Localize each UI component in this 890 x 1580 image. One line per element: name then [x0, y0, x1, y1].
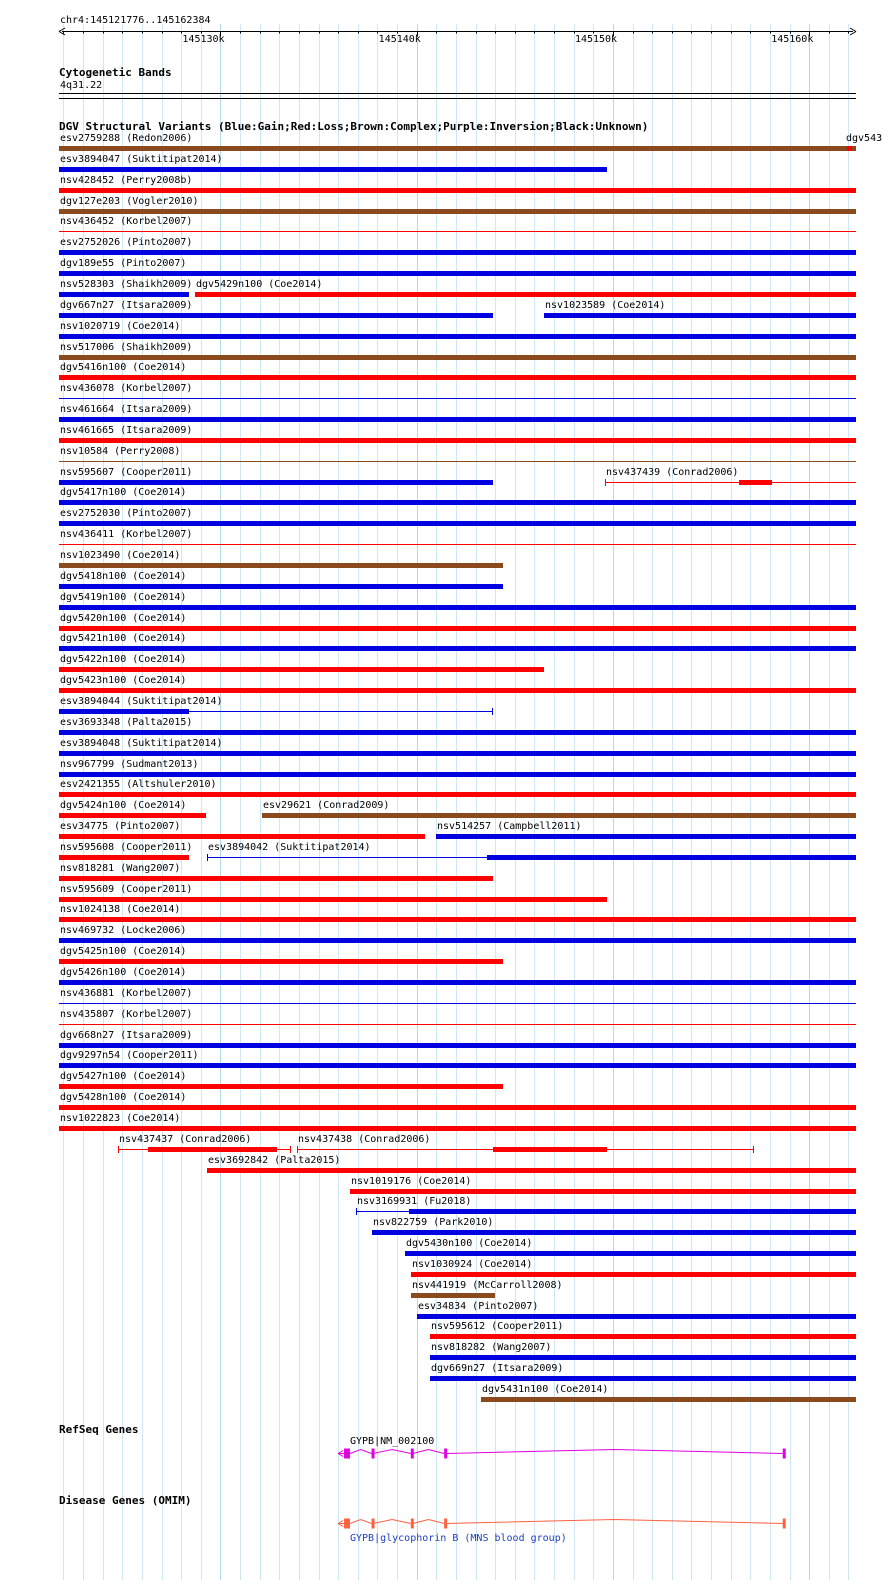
- ruler-tick-label: 145160k: [771, 34, 814, 45]
- dgv-feature-bar-complex[interactable]: [481, 1397, 856, 1402]
- dgv-feature-label[interactable]: nsv436078 (Korbel2007): [60, 383, 193, 394]
- dgv-feature-bar-gain[interactable]: [417, 1314, 856, 1319]
- intron-line: [350, 1520, 372, 1524]
- dgv-track-title: DGV Structural Variants (Blue:Gain;Red:Loss;Brown:Complex;Purple:Inversion;Black:Unknown): [59, 120, 649, 133]
- omim-gene-model[interactable]: [0, 1514, 890, 1532]
- exon-block[interactable]: [411, 1519, 414, 1529]
- dgv-feature-label[interactable]: nsv436411 (Korbel2007): [60, 529, 193, 540]
- dgv-feature-label[interactable]: dgv5417n100 (Coe2014): [60, 487, 187, 498]
- dgv-feature-label[interactable]: esv3894048 (Suktitipat2014): [60, 738, 223, 749]
- dgv-feature-endcap: [207, 854, 208, 861]
- dgv-feature-label[interactable]: nsv469732 (Locke2006): [60, 925, 187, 936]
- dgv-feature-bar-gain[interactable]: [59, 772, 856, 777]
- dgv-feature-label[interactable]: nsv436452 (Korbel2007): [60, 216, 193, 227]
- dgv-feature-line-loss[interactable]: [605, 482, 856, 483]
- dgv-feature-bar-loss[interactable]: [59, 855, 189, 860]
- dgv-feature-bar-loss[interactable]: [430, 1334, 856, 1339]
- dgv-feature-label[interactable]: dgv5420n100 (Coe2014): [60, 613, 187, 624]
- intron-line: [350, 1450, 372, 1454]
- refseq-track-title: RefSeq Genes: [59, 1423, 139, 1436]
- intron-line: [446, 1450, 783, 1454]
- omim-track-title: Disease Genes (OMIM): [59, 1494, 192, 1507]
- dgv-feature-label[interactable]: dgv127e203 (Vogler2010): [60, 196, 199, 207]
- dgv-feature-bar-gain[interactable]: [430, 1376, 856, 1381]
- dgv-feature-bar-gain[interactable]: [59, 500, 856, 505]
- dgv-feature-bar-loss[interactable]: [59, 188, 856, 193]
- dgv-feature-label[interactable]: dgv5416n100 (Coe2014): [60, 362, 187, 373]
- dgv-feature-label[interactable]: dgv667n27 (Itsara2009): [60, 300, 193, 311]
- dgv-feature-bar-gain[interactable]: [59, 938, 856, 943]
- dgv-feature-bar-gain[interactable]: [430, 1355, 856, 1360]
- dgv-feature-label[interactable]: nsv1023589 (Coe2014): [545, 300, 666, 311]
- dgv-feature-endcap: [118, 1146, 119, 1153]
- dgv-feature-label[interactable]: nsv822759 (Park2010): [373, 1217, 494, 1228]
- chromosome-location: chr4:145121776..145162384: [60, 15, 211, 26]
- dgv-feature-label[interactable]: esv29621 (Conrad2009): [263, 800, 390, 811]
- exon-block[interactable]: [444, 1449, 447, 1459]
- omim-gene-label[interactable]: GYPB|glycophorin B (MNS blood group): [350, 1533, 567, 1544]
- dgv-feature-line-gain[interactable]: [59, 398, 856, 399]
- dgv-feature-bar-gain[interactable]: [59, 334, 856, 339]
- dgv-feature-label[interactable]: nsv818281 (Wang2007): [60, 863, 181, 874]
- dgv-feature-label[interactable]: nsv595612 (Cooper2011): [431, 1321, 564, 1332]
- strand-arrow-icon: [338, 1451, 344, 1457]
- exon-block[interactable]: [783, 1519, 786, 1529]
- dgv-feature-line-complex[interactable]: [59, 461, 856, 462]
- dgv-feature-label[interactable]: esv2421355 (Altshuler2010): [60, 779, 217, 790]
- intron-line: [373, 1450, 410, 1454]
- exon-block[interactable]: [372, 1449, 375, 1459]
- dgv-feature-label[interactable]: nsv441919 (McCarroll2008): [412, 1280, 563, 1291]
- dgv-feature-bar-loss[interactable]: [59, 626, 856, 631]
- dgv-feature-bar-loss[interactable]: [59, 917, 856, 922]
- dgv-feature-endcap: [492, 708, 493, 715]
- exon-block[interactable]: [411, 1449, 414, 1459]
- refseq-gene-label[interactable]: GYPB|NM_002100: [350, 1436, 435, 1447]
- intron-line: [413, 1450, 444, 1454]
- dgv-feature-label[interactable]: esv2752026 (Pinto2007): [60, 237, 193, 248]
- dgv-feature-block-loss[interactable]: [739, 480, 772, 485]
- dgv-feature-label[interactable]: nsv3169931 (Fu2018): [357, 1196, 472, 1207]
- intron-line: [373, 1520, 410, 1524]
- exon-block[interactable]: [444, 1519, 447, 1529]
- dgv-feature-label[interactable]: nsv10584 (Perry2008): [60, 446, 181, 457]
- dgv-feature-label[interactable]: esv3692842 (Palta2015): [208, 1155, 341, 1166]
- dgv-feature-bar-loss[interactable]: [59, 375, 856, 380]
- dgv-feature-bar-gain[interactable]: [59, 1043, 856, 1048]
- ruler-tick-label: 145130k: [182, 34, 225, 45]
- dgv-feature-label[interactable]: nsv1030924 (Coe2014): [412, 1259, 533, 1270]
- dgv-feature-bar-loss[interactable]: [350, 1189, 856, 1194]
- dgv-feature-label[interactable]: esv3693348 (Palta2015): [60, 717, 193, 728]
- coordinate-ruler[interactable]: [0, 24, 890, 46]
- dgv-feature-label[interactable]: esv2752030 (Pinto2007): [60, 508, 193, 519]
- dgv-feature-label[interactable]: dgv5431n100 (Coe2014): [482, 1384, 609, 1395]
- dgv-feature-label[interactable]: nsv1023490 (Coe2014): [60, 550, 181, 561]
- dgv-feature-bar-gain[interactable]: [59, 313, 493, 318]
- dgv-feature-bar-loss[interactable]: [59, 1105, 856, 1110]
- cytoband-line-top: [59, 93, 856, 94]
- dgv-feature-label[interactable]: nsv461665 (Itsara2009): [60, 425, 193, 436]
- dgv-feature-label[interactable]: nsv517006 (Shaikh2009): [60, 342, 193, 353]
- dgv-feature-label[interactable]: nsv595608 (Cooper2011): [60, 842, 193, 853]
- dgv-feature-bar-gain[interactable]: [59, 751, 856, 756]
- dgv-feature-label[interactable]: nsv435807 (Korbel2007): [60, 1009, 193, 1020]
- dgv-feature-bar-gain[interactable]: [405, 1251, 856, 1256]
- dgv-feature-label[interactable]: nsv436881 (Korbel2007): [60, 988, 193, 999]
- dgv-feature-label[interactable]: nsv967799 (Sudmant2013): [60, 759, 199, 770]
- dgv-feature-endcap: [753, 1146, 754, 1153]
- dgv-feature-label[interactable]: dgv9297n54 (Cooper2011): [60, 1050, 199, 1061]
- dgv-feature-bar-gain[interactable]: [59, 417, 856, 422]
- dgv-feature-label[interactable]: dgv5428n100 (Coe2014): [60, 1092, 187, 1103]
- dgv-feature-line-loss[interactable]: [59, 1024, 856, 1025]
- dgv-feature-bar-gain[interactable]: [59, 730, 856, 735]
- dgv-feature-line-loss[interactable]: [59, 231, 856, 232]
- dgv-feature-bar-gain[interactable]: [59, 271, 856, 276]
- dgv-feature-label[interactable]: nsv1024138 (Coe2014): [60, 904, 181, 915]
- dgv-feature-label[interactable]: nsv437438 (Conrad2006): [298, 1134, 431, 1145]
- dgv-feature-label[interactable]: dgv5419n100 (Coe2014): [60, 592, 187, 603]
- dgv-feature-bar-loss[interactable]: [59, 792, 856, 797]
- dgv-feature-label[interactable]: dgv543: [846, 133, 883, 144]
- dgv-feature-bar-gain[interactable]: [544, 313, 856, 318]
- dgv-feature-label[interactable]: nsv595607 (Cooper2011): [60, 467, 193, 478]
- dgv-feature-bar-gain[interactable]: [372, 1230, 856, 1235]
- dgv-feature-endcap: [605, 479, 606, 486]
- intron-line: [446, 1520, 783, 1524]
- dgv-feature-endcap: [356, 1208, 357, 1215]
- dgv-feature-bar-gain[interactable]: [59, 1063, 856, 1068]
- dgv-feature-bar-gain[interactable]: [59, 646, 856, 651]
- dgv-feature-label[interactable]: nsv437437 (Conrad2006): [119, 1134, 252, 1145]
- dgv-feature-block-gain[interactable]: [409, 1209, 856, 1214]
- cytoband-track-title: Cytogenetic Bands: [59, 66, 172, 79]
- dgv-feature-bar-gain[interactable]: [59, 480, 493, 485]
- dgv-feature-bar-complex[interactable]: [59, 355, 856, 360]
- dgv-feature-label[interactable]: esv3894047 (Suktitipat2014): [60, 154, 223, 165]
- dgv-feature-bar-gain[interactable]: [59, 584, 503, 589]
- dgv-feature-line-loss[interactable]: [59, 544, 856, 545]
- dgv-feature-label[interactable]: esv2759288 (Redon2006): [60, 133, 193, 144]
- dgv-feature-bar-loss[interactable]: [59, 876, 493, 881]
- dgv-feature-bar-gain[interactable]: [59, 167, 607, 172]
- dgv-feature-label[interactable]: nsv428452 (Perry2008b): [60, 175, 193, 186]
- dgv-feature-bar-loss[interactable]: [411, 1272, 856, 1277]
- dgv-feature-label[interactable]: nsv595609 (Cooper2011): [60, 884, 193, 895]
- dgv-feature-bar-loss[interactable]: [59, 1084, 503, 1089]
- exon-block[interactable]: [344, 1449, 350, 1459]
- dgv-feature-bar-gain[interactable]: [59, 605, 856, 610]
- dgv-feature-bar-loss[interactable]: [207, 1168, 856, 1173]
- dgv-feature-label[interactable]: nsv1022823 (Coe2014): [60, 1113, 181, 1124]
- dgv-feature-label[interactable]: esv3894044 (Suktitipat2014): [60, 696, 223, 707]
- dgv-feature-bar-loss[interactable]: [195, 292, 856, 297]
- dgv-feature-endcap: [290, 1146, 291, 1153]
- dgv-feature-bar-gain[interactable]: [436, 834, 856, 839]
- dgv-feature-label[interactable]: nsv1020719 (Coe2014): [60, 321, 181, 332]
- ruler-tick-label: 145140k: [378, 34, 421, 45]
- exon-block[interactable]: [783, 1449, 786, 1459]
- dgv-feature-label[interactable]: dgv5423n100 (Coe2014): [60, 675, 187, 686]
- dgv-feature-label[interactable]: dgv5418n100 (Coe2014): [60, 571, 187, 582]
- dgv-feature-block-gain[interactable]: [487, 855, 856, 860]
- dgv-feature-bar-complex[interactable]: [59, 146, 856, 151]
- refseq-gene-model[interactable]: [0, 1444, 890, 1462]
- dgv-feature-line-gain[interactable]: [59, 1003, 856, 1004]
- dgv-feature-bar-gain[interactable]: [59, 250, 856, 255]
- dgv-feature-label[interactable]: dgv668n27 (Itsara2009): [60, 1030, 193, 1041]
- dgv-feature-label[interactable]: dgv5427n100 (Coe2014): [60, 1071, 187, 1082]
- cytoband-line-bottom: [59, 98, 856, 99]
- dgv-feature-endcap: [297, 1146, 298, 1153]
- dgv-feature-label[interactable]: dgv5430n100 (Coe2014): [406, 1238, 533, 1249]
- dgv-feature-label[interactable]: nsv818282 (Wang2007): [431, 1342, 552, 1353]
- dgv-feature-block-loss[interactable]: [493, 1147, 607, 1152]
- dgv-feature-label[interactable]: dgv5425n100 (Coe2014): [60, 946, 187, 957]
- cytoband-label: 4q31.22: [60, 80, 103, 91]
- dgv-feature-bar-complex[interactable]: [59, 563, 503, 568]
- dgv-feature-block-gain[interactable]: [59, 709, 189, 714]
- dgv-feature-label[interactable]: dgv5429n100 (Coe2014): [196, 279, 323, 290]
- dgv-feature-label[interactable]: dgv5426n100 (Coe2014): [60, 967, 187, 978]
- dgv-feature-label[interactable]: dgv5422n100 (Coe2014): [60, 654, 187, 665]
- dgv-feature-bar-loss[interactable]: [847, 146, 852, 151]
- dgv-feature-bar-loss[interactable]: [59, 438, 856, 443]
- dgv-feature-label[interactable]: dgv189e55 (Pinto2007): [60, 258, 187, 269]
- exon-block[interactable]: [344, 1519, 350, 1529]
- dgv-feature-bar-complex[interactable]: [59, 209, 856, 214]
- dgv-feature-bar-complex[interactable]: [262, 813, 856, 818]
- dgv-feature-label[interactable]: nsv514257 (Campbell2011): [437, 821, 582, 832]
- dgv-feature-label[interactable]: dgv5424n100 (Coe2014): [60, 800, 187, 811]
- strand-arrow-icon: [338, 1521, 344, 1527]
- dgv-feature-bar-loss[interactable]: [59, 813, 206, 818]
- dgv-feature-bar-gain[interactable]: [59, 292, 189, 297]
- dgv-feature-block-loss[interactable]: [148, 1147, 277, 1152]
- dgv-feature-bar-loss[interactable]: [59, 688, 856, 693]
- dgv-feature-bar-loss[interactable]: [59, 897, 607, 902]
- dgv-feature-label[interactable]: nsv1019176 (Coe2014): [351, 1176, 472, 1187]
- dgv-feature-bar-complex[interactable]: [411, 1293, 495, 1298]
- exon-block[interactable]: [372, 1519, 375, 1529]
- dgv-feature-label[interactable]: esv3894042 (Suktitipat2014): [208, 842, 371, 853]
- dgv-feature-label[interactable]: nsv528303 (Shaikh2009): [60, 279, 193, 290]
- dgv-feature-label[interactable]: dgv5421n100 (Coe2014): [60, 633, 187, 644]
- dgv-feature-label[interactable]: nsv461664 (Itsara2009): [60, 404, 193, 415]
- dgv-feature-label[interactable]: esv34775 (Pinto2007): [60, 821, 181, 832]
- intron-line: [413, 1520, 444, 1524]
- dgv-feature-bar-loss[interactable]: [59, 834, 425, 839]
- dgv-feature-label[interactable]: dgv669n27 (Itsara2009): [431, 1363, 564, 1374]
- dgv-feature-label[interactable]: nsv437439 (Conrad2006): [606, 467, 739, 478]
- dgv-feature-bar-gain[interactable]: [59, 980, 856, 985]
- dgv-feature-bar-loss[interactable]: [59, 667, 544, 672]
- ruler-tick-label: 145150k: [574, 34, 618, 45]
- dgv-feature-bar-gain[interactable]: [59, 521, 856, 526]
- dgv-feature-label[interactable]: esv34834 (Pinto2007): [418, 1301, 539, 1312]
- dgv-feature-bar-loss[interactable]: [59, 1126, 856, 1131]
- dgv-feature-bar-loss[interactable]: [59, 959, 503, 964]
